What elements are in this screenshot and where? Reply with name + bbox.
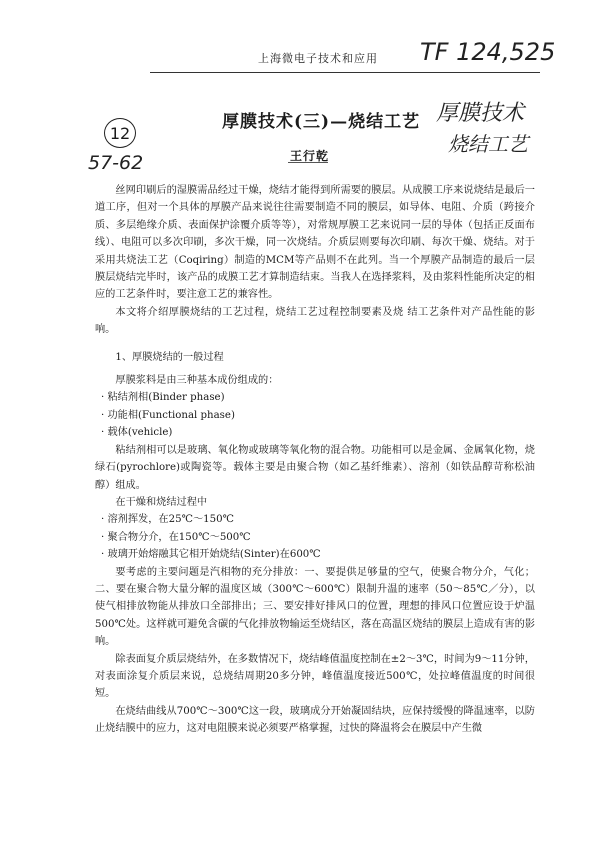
circled-number-annotation — [104, 118, 136, 148]
circled-number-text: 12 — [109, 123, 131, 143]
intro-paragraph: 丝网印刷后的湿膜需品经过干燥，烧结才能得到所需要的膜层。从成膜工序来说烧结是最后一道工序，但对一个具体的厚膜产品来说往往需要制造不同的膜层，如导体、电阻、介质（跨接介质、多层绝缘介质、表面保护涂覆介质等等），对常规厚膜工艺来说同一层的导体（包括正反面布线）、电阻可以多次印刷，多次干燥，同一次烧结。介质层则要每次印刷、每次干燥、烧结。对于采用共烧法工艺（Coqiring）制造的MCM等产品则不在此列。当一个厚膜产品制造的最后一层膜层烧结完毕时，该产品的成膜工艺才算制造结束。当我人在选择浆料，及由浆料性能所决定的相应的工艺条件时，要注意工艺的兼容性。 — [95, 185, 535, 301]
article-author: 王行乾 — [290, 149, 330, 163]
peak-temperature-paragraph: 除表面复介质层烧结外，在多数情况下，烧结峰值温度控制在±2～3℃，时间为9～11分钟，对表面涂复介质层来说，总烧结周期20多分钟，峰值温度接近500℃，处拉峰值温度的时间很短。 — [95, 653, 535, 700]
process-step: · 溶剂挥发，在25℃～150℃ — [101, 514, 234, 526]
cooling-paragraph: 在烧结曲线从700℃～300℃这一段，玻璃成分开始凝固结块，应保持缓慢的降温速率，以防止烧结膜中的应力，这对电阻膜来说必须要严格掌握，过快的降温将会在膜层中产生微 — [95, 705, 535, 735]
journal-running-head: 上海微电子技术和应用 — [258, 52, 378, 65]
drying-intro: 在干燥和烧结过程中 — [115, 496, 208, 508]
process-step: · 聚合物分介，在150℃～500℃ — [101, 531, 251, 543]
author-underline — [288, 162, 328, 163]
article-title: 厚膜技术(三)—烧结工艺 — [222, 112, 421, 132]
handwritten-page-range: 57-62 — [88, 152, 144, 174]
component-item: · 载体(vehicle) — [101, 427, 173, 439]
component-item: · 功能相(Functional phase) — [101, 409, 235, 421]
components-description: 粘结剂相可以是玻璃、氧化物或玻璃等氧化物的混合物。功能相可以是金属、金属氧化物，烧绿石(pyrochlore)或陶瓷等。载体主要是由聚合物（如乙基纤维素）、溶剂（如铁品醇苛称松油醇）组成。 — [95, 444, 535, 491]
handwritten-note-line1: 厚膜技术 — [436, 101, 525, 126]
scope-paragraph: 本文将介绍厚膜烧结的工艺过程，烧结工艺过程控制要素及烧 结工艺条件对产品性能的影响。 — [95, 306, 535, 336]
composition-intro: 厚膜浆料是由三种基本成份组成的： — [115, 375, 279, 387]
exhaust-paragraph: 要考虑的主要问题是汽相物的充分排放：一、要提供足够量的空气，使聚合物分介，气化；二、要在聚合物大量分解的温度区域（300℃～600℃）限制升温的速率（50～85℃／分），以使气相排放物能从排放口全部排出；三、要安排好排风口的位置，理想的排风口位置应设于炉温500℃处。这样就可避免含碳的气化排放物输运至烧结区，落在高温区烧结的膜层上造成有害的影响。 — [95, 566, 535, 648]
process-step: · 玻璃开始熔融其它相开始烧结(Sinter)在600℃ — [101, 549, 321, 561]
header-rule — [150, 72, 540, 73]
article-body — [95, 182, 535, 738]
handwritten-catalog-code: TF 124,525 — [420, 38, 556, 66]
handwritten-note-line2: 烧结工艺 — [448, 132, 528, 156]
section-heading: 1、厚膜烧结的一般过程 — [115, 351, 224, 363]
component-item: · 粘结剂相(Binder phase) — [101, 392, 225, 404]
